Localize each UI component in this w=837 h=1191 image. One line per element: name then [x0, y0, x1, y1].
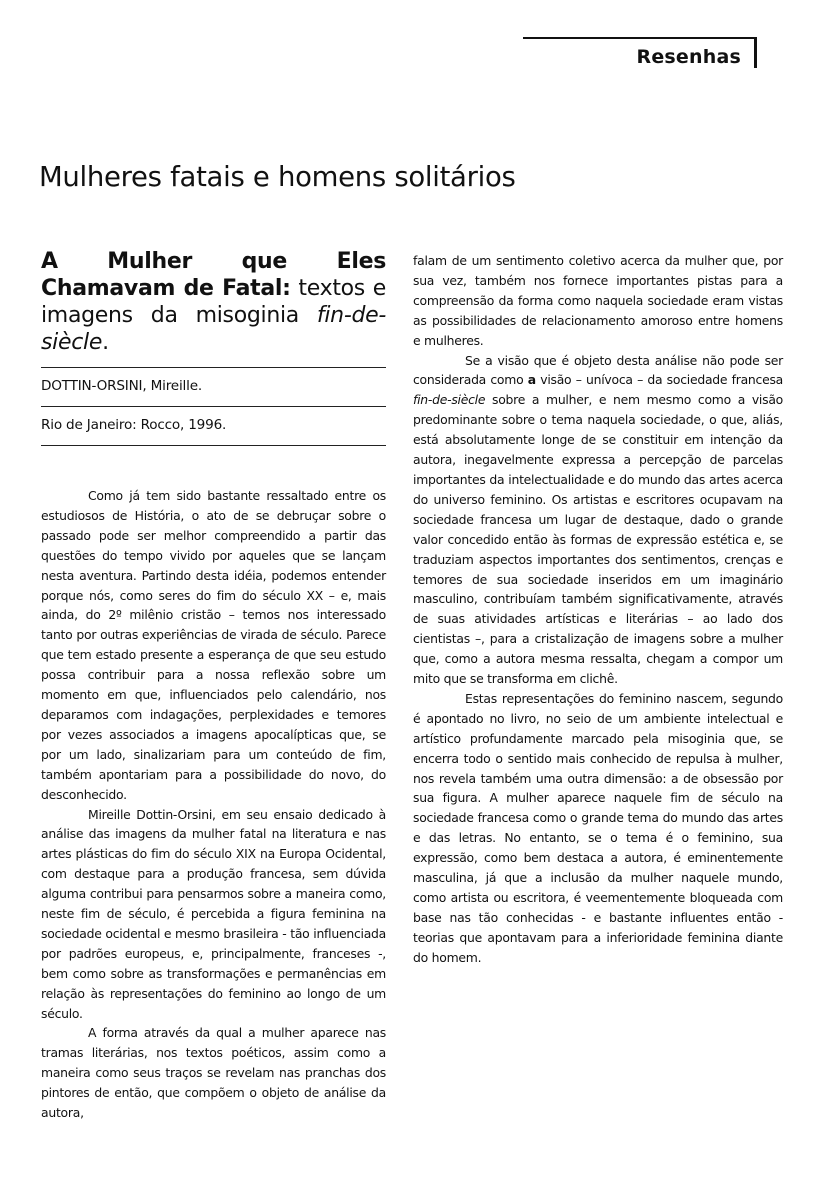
- section-label: Resenhas: [636, 46, 741, 68]
- book-title-end: .: [102, 330, 109, 355]
- paragraph-text: Se a visão que é objeto desta análise não pode ser considerada como: [413, 352, 783, 388]
- paragraph: Estas representações do feminino nascem, segundo é apontado no livro, no seio de um ambiente intelectual e artístico profundamente marcado pela misoginia que, se encerra todo o sentido mais conhecido de repulsa à mulher, nos revela também uma outra dimensão: a de obsessão por sua figura. A mulher aparece naquele fim de século na sociedade francesa como o grande tema do mundo das artes e das letras. No entanto, se o tema é o feminino, sua expressão, como bem destaca a autora, é eminentemente masculina, já que a inclusão da mulher naquele mundo, como artista ou escritora, é veementemente bloqueada com base nas tão conhecidas - e bastante influentes então - teorias que apontavam para a inferioridade feminina diante do homem.: [413, 690, 783, 965]
- book-title: [41, 248, 386, 356]
- book-author: DOTTIN-ORSINI, Mireille.: [41, 378, 202, 394]
- page-title: Mulheres fatais e homens solitários: [39, 161, 516, 194]
- divider: [41, 367, 386, 368]
- book-title-italic: fin-de-siècle: [41, 303, 386, 355]
- paragraph: falam de um sentimento coletivo acerca da mulher que, por sua vez, também nos fornece importantes pistas para a compreensão da forma como naquela sociedade eram vistas as possibilidades de relacionamento amoroso entre homens e mulheres.: [413, 253, 783, 348]
- divider: [41, 406, 386, 407]
- header-rule: [523, 37, 757, 39]
- right-column: [413, 251, 783, 968]
- review-body-right: [413, 251, 783, 968]
- book-title-rest: textos e imagens da misoginia: [41, 276, 386, 328]
- book-publication: Rio de Janeiro: Rocco, 1996.: [41, 417, 227, 433]
- divider: [41, 445, 386, 446]
- paragraph: Como já tem sido bastante ressaltado entre os estudiosos de História, o ato de se debruçar sobre o passado pode ser melhor compreendido a partir das questões do tempo vivido por aqueles que se lançam nesta aventura. Partindo desta idéia, podemos entender porque nós, como seres do fim do século XX – e, mais ainda, do 2º milênio cristão – temos nos interessado tanto por outras experiências de virada de século. Parece que tem estado presente a esperança de que seu estudo possa contribuir para a nossa reflexão sobre um momento em que, influenciados pelo calendário, nos deparamos com indagações, perplexidades e temores por vezes associados a imagens apocalípticas que, se por um lado, sinalizariam para um conteúdo de fim, também apontariam para a possibilidade do novo, do desconhecido.: [41, 488, 386, 802]
- book-title-bold: A Mulher que Eles Chamavam de Fatal:: [41, 249, 386, 301]
- header-vertical-bar: [754, 37, 757, 68]
- emphasis-bold: a: [527, 372, 536, 388]
- paragraph-text: sobre a mulher, e nem mesmo como a visão predominante sobre o tema naquela sociedade, o que, aliás, está absolutamente longe de se constituir em intenção da autora, inegavelmente expressa a percepção de parcelas importantes da intelectualidade e do mundo das artes acerca do universo feminino. Os artistas e escritores ocupavam na sociedade francesa um lugar de destaque, dado o grande valor concedido então às formas de expressão estética e, se traduziam aspectos importantes dos sentimentos, crenças e temores de sua sociedade inseridos em um imaginário masculino, contribuíam também significativamente, através de suas atividades artísticas e literárias – ao lado dos cientistas –, para a cristalização de imagens sobre a mulher que, como a autora mesma ressalta, chegam a compor um mito que se transforma em clichê.: [413, 392, 783, 687]
- left-column: [41, 248, 386, 1123]
- paragraph: A forma através da qual a mulher aparece nas tramas literárias, nos textos poéticos, assim como a maneira como seus traços se revelam nas pranchas dos pintores de então, que compõem o objeto de análise da autora,: [41, 1025, 386, 1121]
- paragraph-text: visão – unívoca – da sociedade francesa: [535, 372, 783, 388]
- review-body-left: [41, 486, 386, 1123]
- paragraph: Mireille Dottin-Orsini, em seu ensaio dedicado à análise das imagens da mulher fatal na literatura e nas artes plásticas do fim do século XIX na Europa Ocidental, com destaque para a produção francesa, sem dúvida alguma contribui para pensarmos sobre a maneira como, neste fim de século, é percebida a figura feminina na sociedade ocidental e mesmo brasileira - tão influenciada por padrões europeus, e, principalmente, franceses -, bem como sobre as transformações e permanências em relação às representações do feminino ao longo de um século.: [41, 806, 386, 1021]
- paragraph: [413, 351, 783, 689]
- emphasis-italic: fin-de-siècle: [413, 392, 486, 408]
